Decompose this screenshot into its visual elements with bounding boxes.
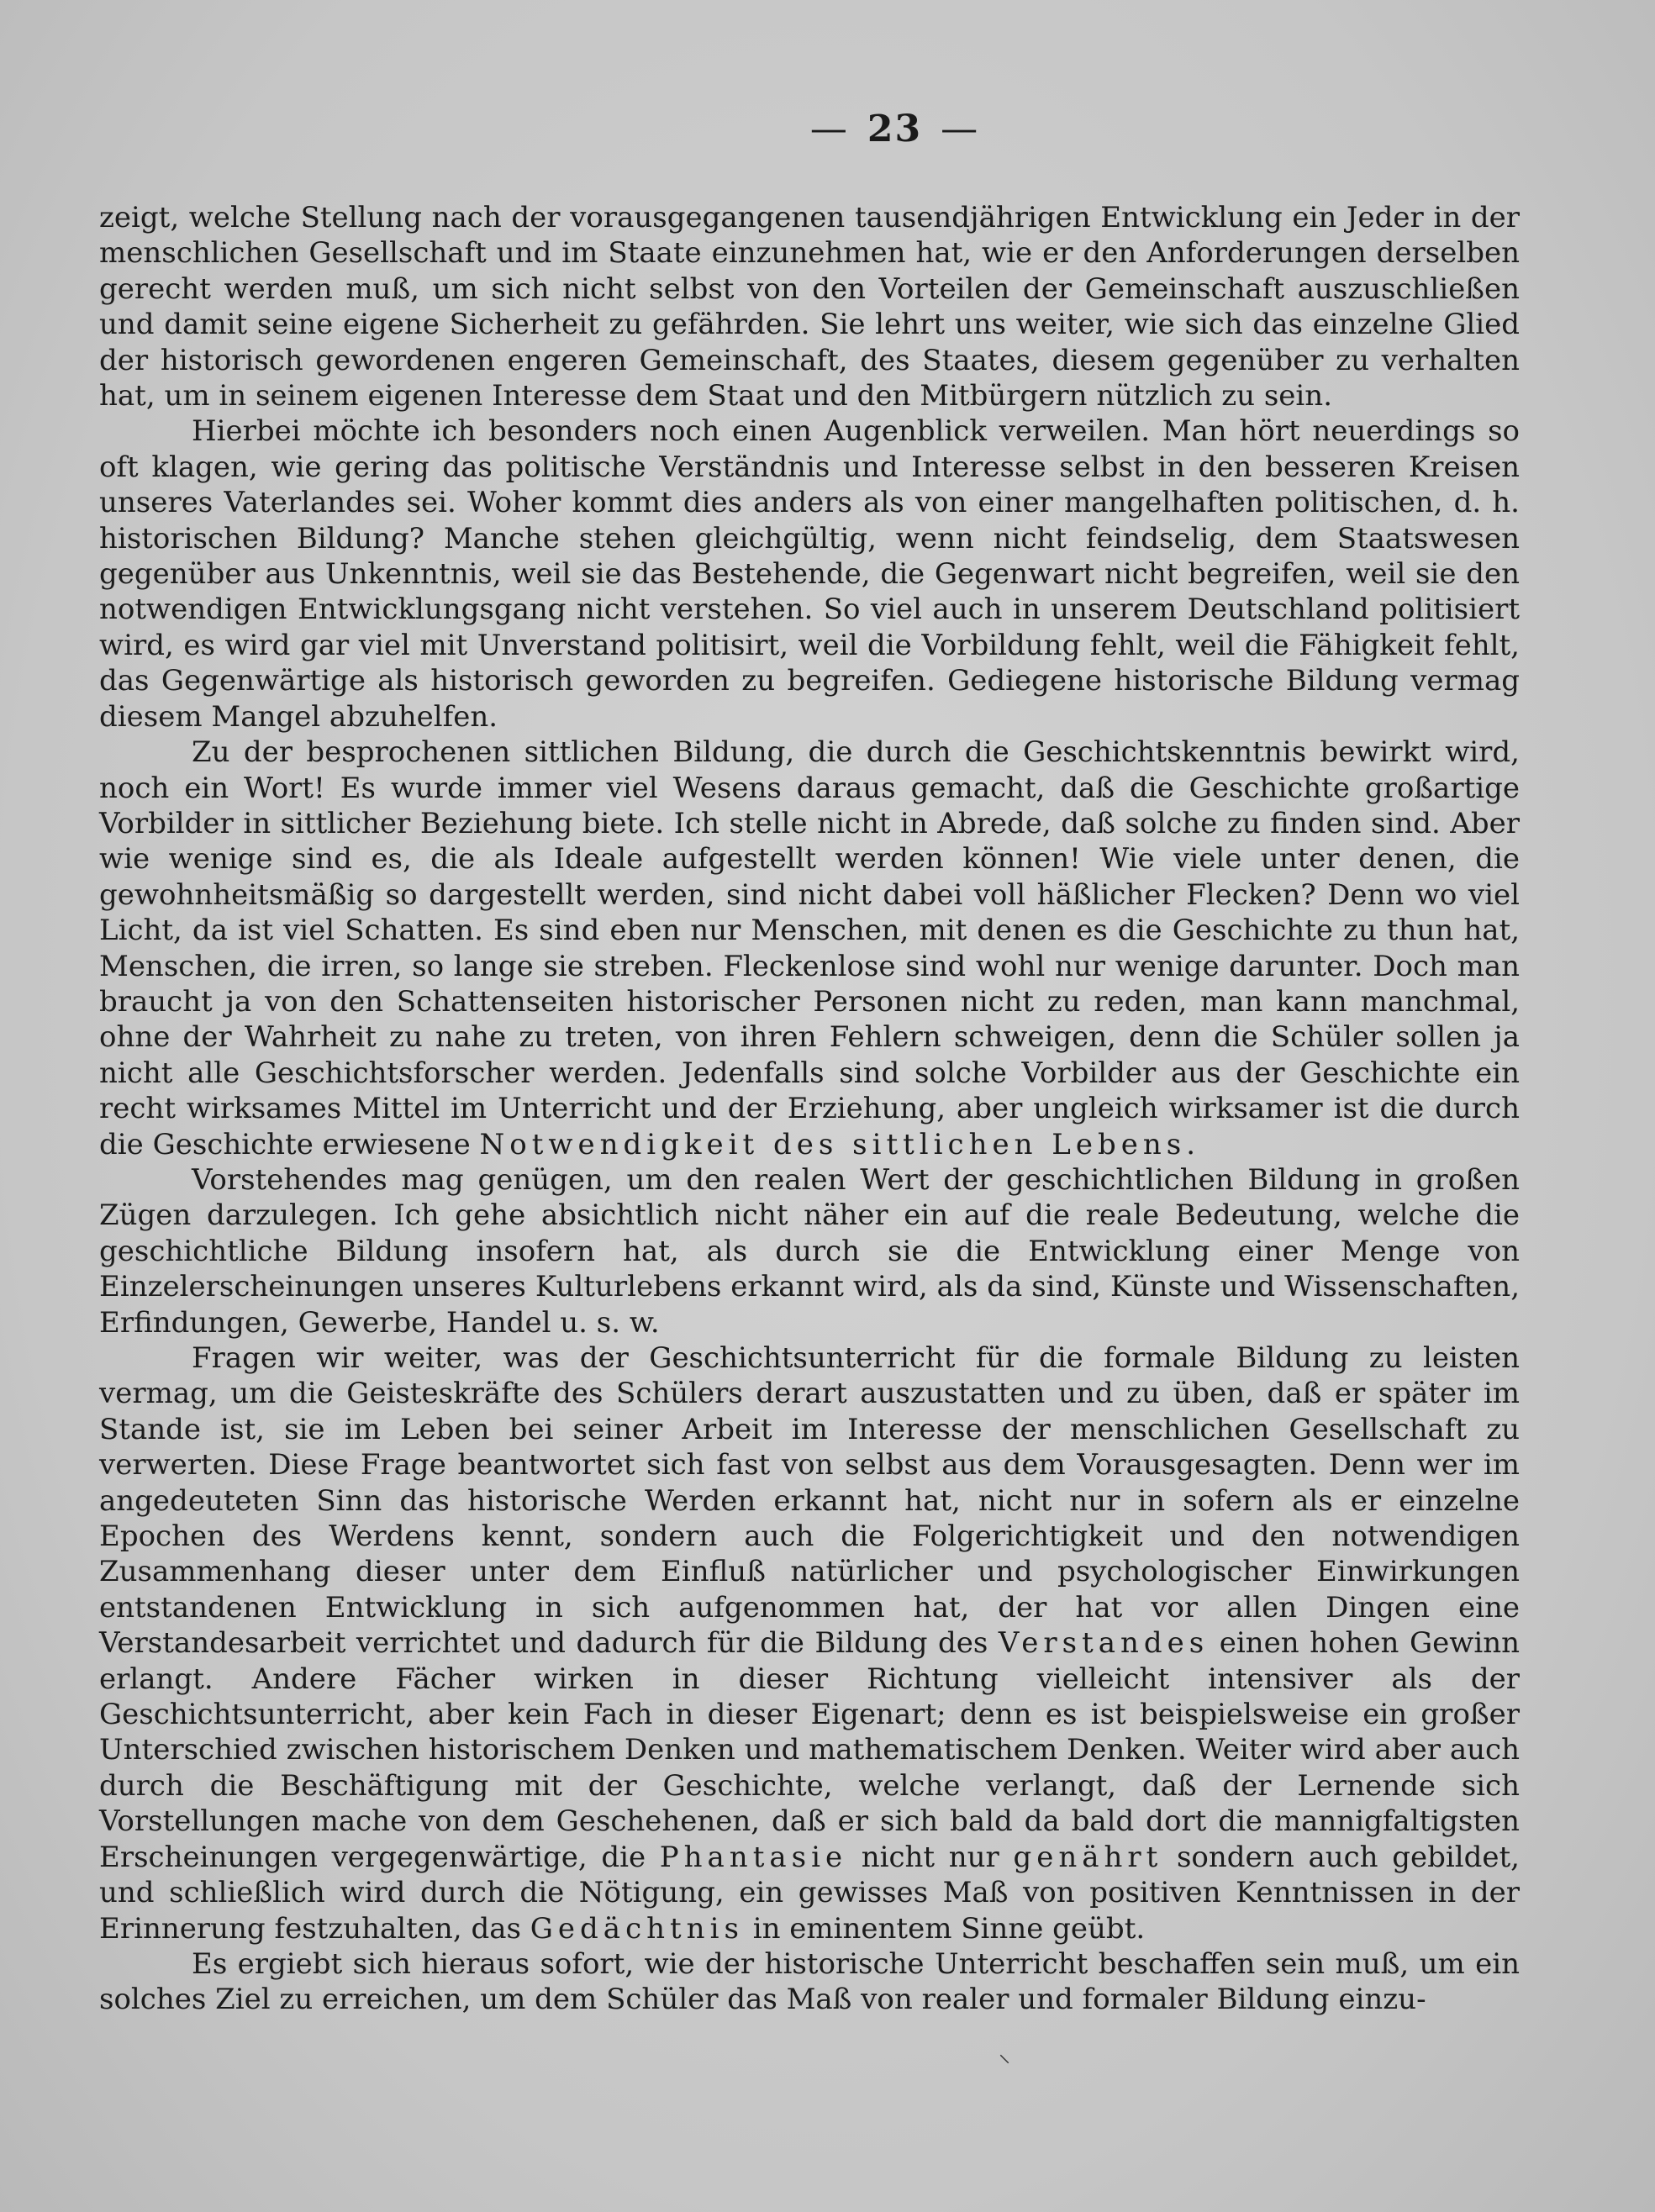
text-run: Vorstehendes mag genügen, um den realen Wert der geschichtlichen Bildung in großen Zügen darzulegen. Ich gehe absichtlich nicht näher ein auf die reale Bedeutung, welche die geschichtliche Bildung insofern hat, als durch sie die Entwicklung einer Menge von Einzelerscheinungen unseres Kulturlebens erkannt wird, als da sind, Künste und Wissenschaften, Erfindungen, Gewerbe, Handel u. s. w. (99, 1162, 1520, 1340)
spaced-emphasis: Notwendigkeit des sittlichen Lebens (479, 1127, 1187, 1161)
text-run: einen hohen Gewinn erlangt. Andere Fächer wirken in dieser Richtung vielleicht intensiver als der Geschichtsunterricht, aber kein Fach in dieser Eigenart; denn es ist beispielsweise ein großer Unterschied zwischen historischem Denken und mathematischem Denken. Weiter wird aber auch durch die Beschäftigung mit der Geschichte, welche verlangt, daß der Lernende sich Vorstellungen mache von dem Geschehenen, daß er sich bald da bald dort die mannigfaltigsten Erscheinungen vergegenwärtige, die (99, 1626, 1521, 1874)
paragraph (99, 1340, 1520, 1946)
text-run: in eminentem Sinne geübt. (743, 1911, 1146, 1946)
text-run: Fragen wir weiter, was der Geschichtsunterricht für die formale Bildung zu leisten vermag, um die Geisteskräfte des Schülers derart auszustatten und zu üben, daß er später im Stande ist, sie im Leben bei seiner Arbeit im Interesse der menschlichen Gesellschaft zu verwerten. Diese Frage beantwortet sich fast von selbst aus dem Vorausgesagten. Denn wer im angedeuteten Sinn das historische Werden erkannt hat, nicht nur in sofern als er einzelne Epochen des Werdens kennt, sondern auch die Folgerichtigkeit und den notwendigen Zusammenhang dieser unter dem Einfluß natürlicher und psychologischer Einwirkungen entstandenen Entwicklung in sich aufgenommen hat, der hat vor allen Dingen eine Verstandesarbeit verrichtet und dadurch für die Bildung des (99, 1341, 1520, 1661)
text-run: Zu der besprochenen sittlichen Bildung, die durch die Geschichtskenntnis bewirkt wird, noch ein Wort! Es wurde immer viel Wesens daraus gemacht, daß die Geschichte großartige Vorbilder in sittlicher Beziehung biete. Ich stelle nicht in Abrede, daß solche zu finden sind. Aber wie wenige sind es, die als Ideale aufgestellt werden können! Wie viele unter denen, die gewohnheitsmäßig so dargestellt werden, sind nicht dabei voll häßlicher Flecken? Denn wo viel Licht, da ist viel Schatten. Es sind eben nur Menschen, mit denen es die Geschichte zu thun hat, Menschen, die irren, so lange sie streben. Fleckenlose sind wohl nur wenige darunter. Doch man braucht ja von den Schattenseiten historischer Personen nicht zu reden, man kann manchmal, ohne der Wahrheit zu nahe zu treten, von ihren Fehlern schweigen, denn die Schüler sollen ja nicht alle Geschichtsforscher werden. Jedenfalls sind solche Vorbilder aus der Geschichte ein recht wirksames Mittel im Unterricht und der Erziehung, aber ungleich wirksamer ist die durch die Geschichte erwiesene (99, 735, 1520, 1161)
text-run: Es ergiebt sich hieraus sofort, wie der historische Unterricht beschaffen sein muß, um ein solches Ziel zu erreichen, um dem Schüler das Maß von realer und formaler Bildung einzu- (99, 1946, 1520, 2017)
spaced-emphasis: Gedächtnis (530, 1911, 744, 1946)
text-run: zeigt, welche Stellung nach der vorausgegangenen tausendjährigen Entwicklung ein Jeder in der menschlichen Gesellschaft und im Staate einzunehmen hat, wie er den Anforderungen derselben gerecht werden muß, um sich nicht selbst von den Vorteilen der Gemeinschaft auszuschließen und damit seine eigene Sicherheit zu gefährden. Sie lehrt uns weiter, wie sich das einzelne Glied der historisch gewordenen engeren Gemeinschaft, des Staates, diesem gegenüber zu verhalten hat, um in seinem eigenen Interesse dem Staat und den Mitbürgern nützlich zu sein. (99, 201, 1520, 413)
paragraph (99, 1162, 1520, 1340)
body-text (99, 200, 1520, 2018)
ink-mark: ⸜ (999, 2040, 1011, 2067)
text-run: nicht nur (847, 1840, 1014, 1874)
paragraph (99, 413, 1520, 735)
paragraph (99, 1946, 1520, 2018)
page-number: — 23 — (809, 108, 980, 150)
text-run: . (1186, 1127, 1196, 1161)
spaced-emphasis: genährt (1013, 1840, 1163, 1874)
spaced-emphasis: Verstandes (998, 1626, 1210, 1661)
paragraph (99, 200, 1520, 413)
text-run: Hierbei möchte ich besonders noch einen Augenblick verweilen. Man hört neuerdings so oft klagen, wie gering das politische Verständnis und Interesse selbst in den besseren Kreisen unseres Vaterlandes sei. Woher kommt dies anders als von einer mangelhaften politischen, d. h. historischen Bildung? Manche stehen gleichgültig, wenn nicht feindselig, dem Staatswesen gegenüber aus Unkenntnis, weil sie das Bestehende, die Gegenwart nicht begreifen, weil sie den notwendigen Entwicklungsgang nicht verstehen. So viel auch in unserem Deutschland politisiert wird, es wird gar viel mit Unverstand politisirt, weil die Vorbildung fehlt, weil die Fähigkeit fehlt, das Gegenwärtige als historisch geworden zu begreifen. Gediegene historische Bildung vermag diesem Mangel abzuhelfen. (99, 414, 1520, 734)
text-run: sondern auch gebildet, und schließlich wird durch die Nötigung, ein gewisses Maß von positiven Kenntnissen in der Erinnerung festzuhalten, das (99, 1840, 1520, 1946)
spaced-emphasis: Phantasie (659, 1840, 848, 1874)
paragraph (99, 735, 1520, 1162)
